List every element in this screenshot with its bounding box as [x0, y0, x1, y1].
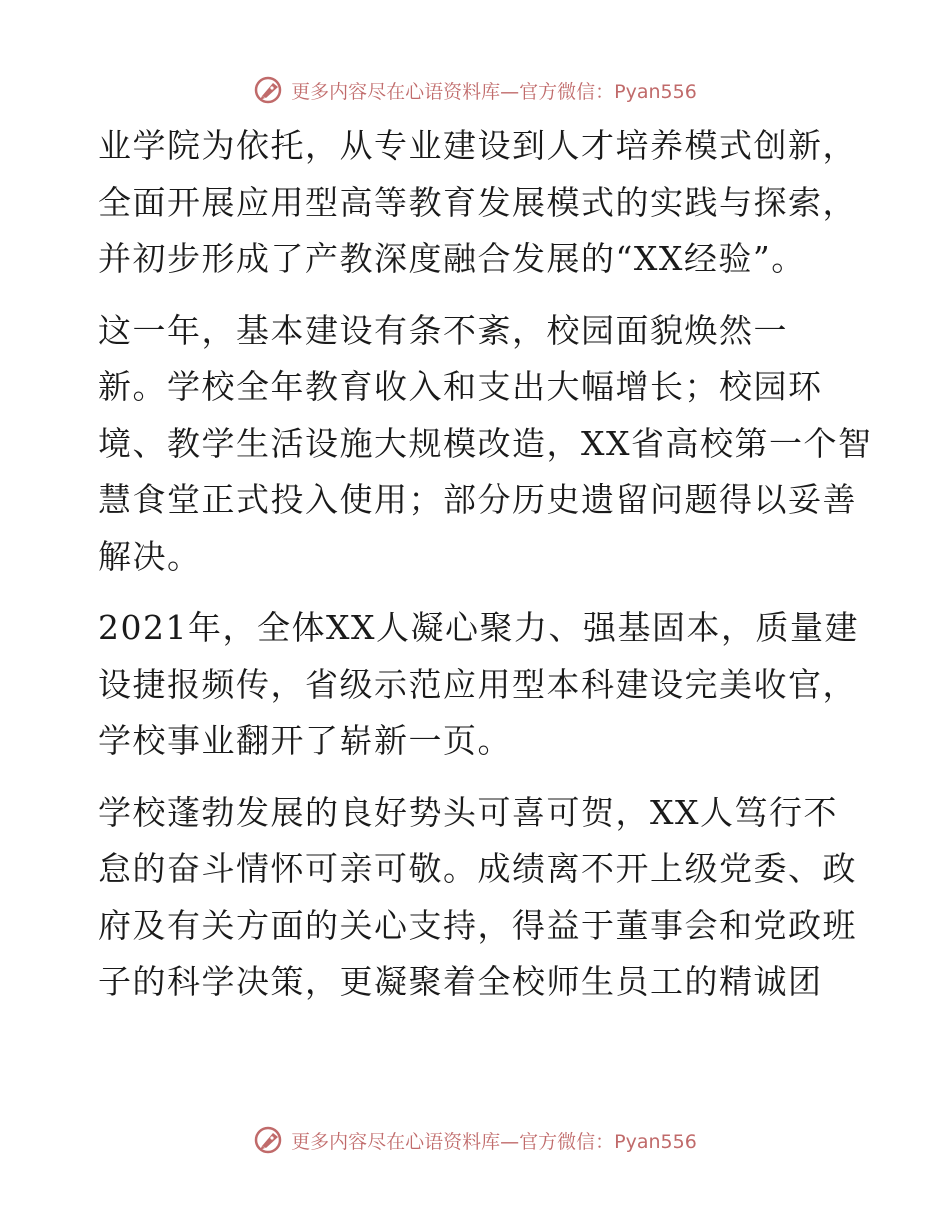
pen-nib-logo-icon [253, 75, 287, 105]
text-line: 设捷报频传，省级示范应用型本科建设完美收官， [98, 664, 857, 704]
text-line: 怠的奋斗情怀可亲可敬。成绩离不开上级党委、政 [98, 849, 857, 888]
paragraph [98, 303, 873, 586]
text-line: 业学院为依托，从专业建设到人才培养模式创新， [98, 126, 857, 165]
document-body [98, 118, 873, 1026]
text-line: 学校蓬勃发展的良好势头可喜可贺，XX人笃行不 [98, 792, 838, 832]
text-line: 这一年，基本建设有条不紊，校园面貌焕然一 [98, 310, 788, 350]
text-line: 2021年，全体XX人凝心聚力、强基固本，质量建 [98, 608, 859, 647]
pen-nib-logo-icon [253, 1125, 287, 1155]
text-line: 全面开展应用型高等教育发展模式的实践与探索， [98, 182, 857, 222]
paragraph [98, 600, 858, 770]
text-line: 境、教学生活设施大规模改造，XX省高校第一个智 [98, 423, 873, 463]
text-line: 解决。 [98, 536, 202, 576]
text-line: 学校事业翻开了崭新一页。 [98, 721, 512, 760]
text-line: 子的科学决策，更凝聚着全校师生员工的精诚团 [98, 962, 823, 1001]
header-watermark-text: 更多内容尽在心语资料库—官方微信：Pyan556 [291, 80, 697, 103]
footer-watermark-banner [0, 1122, 950, 1158]
paragraph [98, 118, 858, 288]
paragraph [98, 785, 858, 1011]
text-line: 府及有关方面的关心支持，得益于董事会和党政班 [98, 905, 857, 945]
text-line: 慧食堂正式投入使用；部分历史遗留问题得以妥善 [98, 480, 857, 519]
text-line: 新。学校全年教育收入和支出大幅增长；校园环 [98, 367, 823, 406]
footer-watermark-text: 更多内容尽在心语资料库—官方微信：Pyan556 [291, 1130, 697, 1153]
header-watermark-banner [0, 72, 950, 108]
text-line: 并初步形成了产教深度融合发展的“XX经验”。 [98, 239, 806, 278]
